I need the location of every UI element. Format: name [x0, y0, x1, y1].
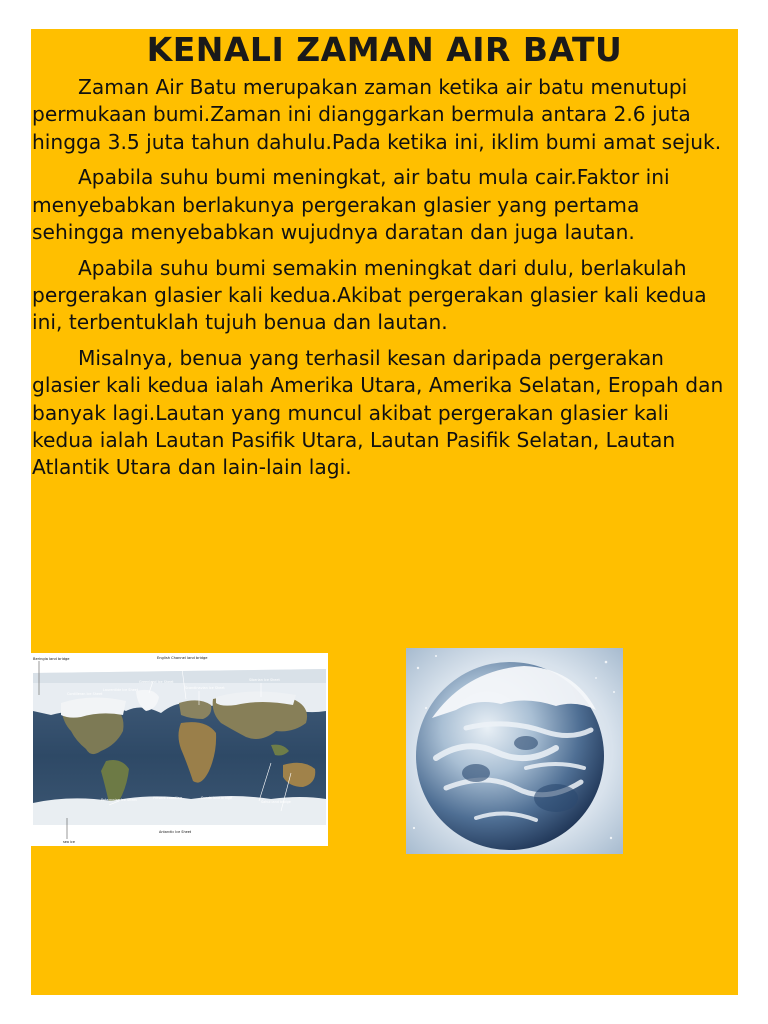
map-label-english-channel: English Channel land bridge	[157, 656, 208, 660]
map-label-sunda: Sunda land bridge	[201, 796, 233, 800]
map-label-siberian: Siberian Ice Sheet	[249, 678, 280, 682]
paragraph-4: Misalnya, benua yang terhasil kesan daripada pergerakan glasier kali kedua ialah Amerika Utara, Amerika Selatan, Eropah dan banyak lagi.Lautan yang muncul akibat pergerakan glasier kali kedua ialah Lautan Pasifik Utara, Lautan Pasifik Selatan, Lautan Atlantik Utara dan lain-lain lagi.	[32, 346, 724, 480]
map-label-antarctic: Antarctic Ice Sheet	[159, 830, 192, 834]
map-label-beringia: Beringia land bridge	[33, 657, 70, 661]
paragraph-1: Zaman Air Batu merupakan zaman ketika air batu menutupi permukaan bumi.Zaman ini dianggarkan bermula antara 2.6 juta hingga 3.5 juta tahun dahulu.Pada ketika ini, iklim bumi amat sejuk.	[32, 75, 722, 154]
world-map-graphic	[31, 653, 328, 846]
frozen-earth-graphic	[406, 648, 623, 854]
map-label-patagonian: Patagonian Ice Sheet	[101, 798, 137, 802]
map-label-laurentide: Laurentide Ice Sheet	[103, 688, 139, 692]
ice-age-world-map	[31, 653, 328, 846]
map-label-greenland: Greenland Ice Sheet	[139, 680, 174, 684]
frozen-earth-image	[406, 648, 623, 854]
map-label-cordilleran: Cordilleran Ice Sheet	[67, 692, 103, 696]
map-label-present-coastline: Present coastline	[153, 796, 183, 800]
page-title: KENALI ZAMAN AIR BATU	[146, 30, 623, 69]
paragraph-3: Apabila suhu bumi semakin meningkat dari dulu, berlakulah pergerakan glasier kali kedua.Akibat pergerakan glasier kali kedua ini, terbentuklah tujuh benua dan lautan.	[32, 255, 707, 335]
body-text	[32, 74, 736, 490]
paragraph-2: Apabila suhu bumi meningkat, air batu mula cair.Faktor ini menyebabkan berlakunya pergerakan glasier yang pertama sehingga menyebabkan wujudnya daratan dan juga lautan.	[32, 165, 670, 244]
document-page	[31, 29, 738, 995]
map-label-scandinavian: Scandinavian Ice Sheet	[185, 686, 225, 690]
map-label-sea-ice: sea ice	[63, 840, 75, 844]
map-label-sahul: Sahul land bridge	[261, 800, 291, 804]
